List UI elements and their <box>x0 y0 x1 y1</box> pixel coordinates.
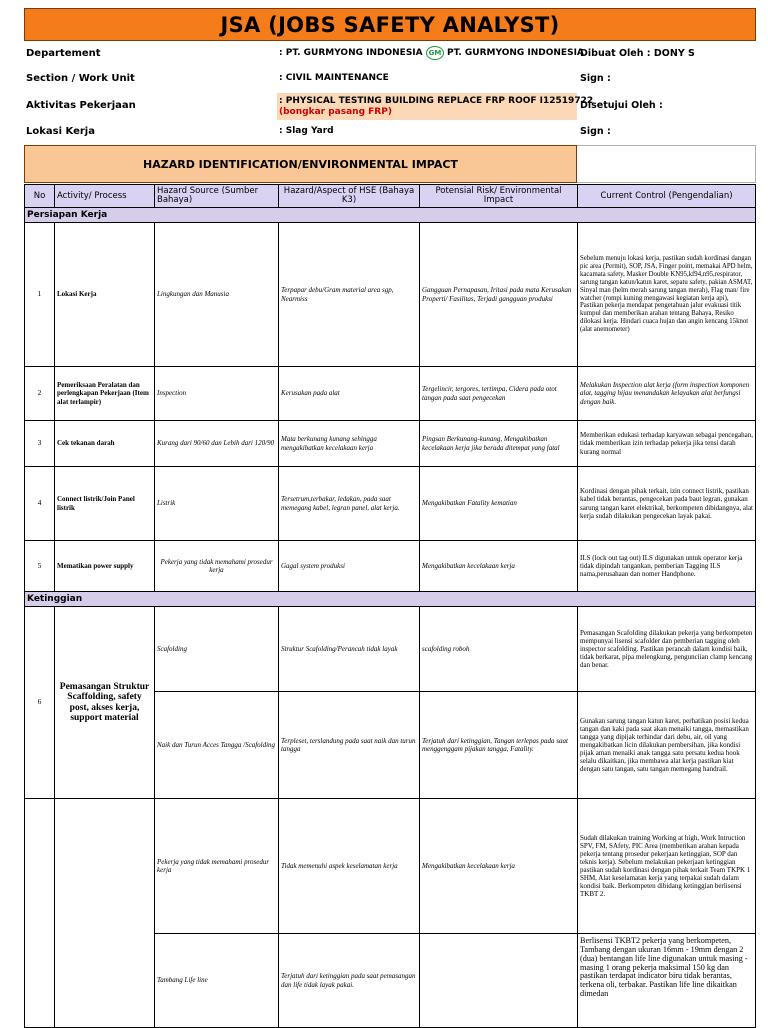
row-6a-hazard: Struktur Scafolding/Perancah tidak layak <box>278 606 420 692</box>
row-3-risk: Pingsan Berkunang-kunang, Mengakibatkan kecelakaan kerja jika berada ditempat yang fatal <box>419 420 578 467</box>
col-header-control: Current Control (Pengendalian) <box>577 184 756 208</box>
approved-by: Disetujui Oleh : <box>580 100 663 111</box>
row-1-source: Lingkungan dan Manusia <box>154 222 279 367</box>
row-5-activity: Mematikan power supply <box>54 540 155 592</box>
row-1-activity: Lokasi Kerja <box>54 222 155 367</box>
row-5-control: ILS (lock out tag out) ILS digunakan untuk operator kerja tidak dipindah tangankan, pemberian Tagging ILS nama,perusahaan dan nomer Handphone. <box>577 540 756 592</box>
row-4-no: 4 <box>24 466 55 541</box>
row-7b-risk <box>419 933 578 1028</box>
row-3-source: Kurang dari 90/60 dan Lebih dari 120/90 <box>154 420 279 467</box>
row-7b-source: Tambang Life line <box>154 933 279 1028</box>
section-label: Section / Work Unit <box>26 73 135 84</box>
hazard-band-blank <box>577 145 756 183</box>
sign-field-1: Sign : <box>580 73 611 84</box>
row-7b-control: Berlisensi TKBT2 pekerja yang berkompeten, Tambang dengan ukuran 16mm - 19mm dengan 2 (dua) bentangan life line digunakan untuk masing - masing 1 orang pekerja maksimal 150 kg dan pastikan terdapat indicator biru tidak berantas, terkena oli, terbakar. Pastikan life line dikaitkan dimedan <box>577 933 756 1028</box>
location-label: Lokasi Kerja <box>26 126 95 137</box>
department-value: : PT. GURMYONG INDONESIA <box>279 48 423 58</box>
row-1-hazard: Terpapar debu/Gram material area sgp, Nearmiss <box>278 222 420 367</box>
company-logo-icon: GM <box>426 46 444 60</box>
row-6b-control: Gunakan sarung tangan katun karet, perhatikan posisi kedua tangan dan kaki pada saat akan menaiki tangga, memastikan tangga yang dipijak terhindar dari debu, air, oil yang mengakibatkan licin dilakukan pembersihan, jika kondisi pijak aman menaiki anak tangga satu persatu kedua hook selalu dikaitkan, jika membawa alat kerja pastikan kiat dengan satu tangan, satu tangan memegang handrail. <box>577 691 756 799</box>
row-2-source: Inspection <box>154 366 279 421</box>
row-1-no: 1 <box>24 222 55 367</box>
made-by: Dibuat Oleh : DONY S <box>580 48 695 59</box>
row-5-no: 5 <box>24 540 55 592</box>
row-7-activity <box>54 798 155 1028</box>
row-2-control: Melakukan Inspection alat kerja (form inspection komponen alat, tagging hijau menandakan kelayakan alat berfungsi dengan baik. <box>577 366 756 421</box>
row-3-no: 3 <box>24 420 55 467</box>
activity-note: (bongkar pasang FRP) <box>279 107 392 117</box>
sign-field-2: Sign : <box>580 126 611 137</box>
location-value: : Slag Yard <box>279 126 334 136</box>
section-persiapan: Persiapan Kerja <box>24 207 756 223</box>
col-header-source: Hazard Source (Sumber Bahaya) <box>154 184 279 208</box>
section-ketinggian: Ketinggian <box>24 591 756 607</box>
row-7a-hazard: Tidak memenuhi aspek keselamatan kerja <box>278 798 420 934</box>
section-value: : CIVIL MAINTENANCE <box>279 73 389 83</box>
row-6-activity: Pemasangan Struktur Scaffolding, safety post, akses kerja, support material <box>54 606 155 799</box>
row-3-hazard: Mata berkunang kunang sehingga mengakibatkan kecelakaan kerja <box>278 420 420 467</box>
activity-label: Aktivitas Pekerjaan <box>26 100 136 111</box>
company-logo <box>426 46 584 60</box>
row-2-risk: Tergelincir, tergores, tertimpa, Cidera pada otot tangan pada saat pengecekan <box>419 366 578 421</box>
row-5-risk: Mengakibatkan kecelakaan kerja <box>419 540 578 592</box>
row-6-no: 6 <box>24 606 55 799</box>
row-7a-source: Pekerja yang tidak memahami prosedur kerja <box>154 798 279 934</box>
row-6b-risk: Terjatuh dari ketinggian, Tangan terlepas pada saat menggenggam pijakan tangga, Fatality. <box>419 691 578 799</box>
activity-value: : PHYSICAL TESTING BUILDING REPLACE FRP ROOF I12519722 <box>279 96 594 106</box>
row-7b-hazard: Terjatuh dari ketinggian pada saat pemasangan dan life tidak layak pakai. <box>278 933 420 1028</box>
row-4-hazard: Tersetrum,terbakar, ledakan, pada saat memegang kabel, legran panel, alat kerja. <box>278 466 420 541</box>
row-5-hazard: Gagal system produksi <box>278 540 420 592</box>
row-2-hazard: Kerusakan pada alat <box>278 366 420 421</box>
col-header-no: No <box>24 184 55 208</box>
row-1-risk: Gangguan Pernapasan, Iritasi pada mata Kerusakan Properti/ Fasilitas, Terjadi gangguan produksi <box>419 222 578 367</box>
row-7a-control: Sudah dilakukan training Working at high, Work Intruction SPV, FM, SAfety, PIC Area (memberikan arahan kepada pekerja tentang prosedur pekerjaan ketinggian, SOP dan teknis kerja). Sebelum melakukan pekerjaan ketinggian pastikan sudah kordinasi dengan pihak terkait Team TKPK 1 SHM, Alat keselamatan kerja yang terpakai sudah dalam kondisi baik. Berkompeten dibidang ketinggian berlisensi TKBT 2. <box>577 798 756 934</box>
col-header-hazard: Hazard/Aspect of HSE (Bahaya K3) <box>278 184 420 208</box>
row-2-activity: Pemeriksaan Peralatan dan perlengkapan Pekerjaan (Item alat terlampir) <box>54 366 155 421</box>
row-4-risk: Mengakibatkan Fatality kematian <box>419 466 578 541</box>
company-logo-text: PT. GURMYONG INDONESIA <box>447 48 584 58</box>
document-title: JSA (JOBS SAFETY ANALYST) <box>24 8 756 41</box>
row-4-activity: Connect listrik/Join Panel listrik <box>54 466 155 541</box>
row-3-control: Memberikan edukasi terhadap karyawan sebagai pencegahan, tidak memberikan izin terhadap pekerja jika tensi darah kurang normal <box>577 420 756 467</box>
department-label: Departement <box>26 48 101 59</box>
row-6b-hazard: Terpleset, terslandung pada saat naik dan turun tangga <box>278 691 420 799</box>
row-2-no: 2 <box>24 366 55 421</box>
col-header-risk: Potensial Risk/ Environmental Impact <box>419 184 578 208</box>
row-6a-risk: scafolding roboh <box>419 606 578 692</box>
row-4-source: Listrik <box>154 466 279 541</box>
col-header-activity: Activity/ Process <box>54 184 155 208</box>
row-3-activity: Cek tekanan darah <box>54 420 155 467</box>
row-7-no <box>24 798 55 1028</box>
row-6a-control: Pemasangan Scafolding dilakukan pekerja yang berkompeten mempunyai lisensi scafolder dan pemberian tagging oleh inspector scafolding. Pastikan perancah dalam kondisi baik, tidak berkarat, pipa melengkung, pengunciian clamp kencang dan benar. <box>577 606 756 692</box>
row-1-control: Sebelum menuju lokasi kerja, pastikan sudah kordinasi dangan pic area (Permit), SOP, JSA, Finger point, memakai APD helm, kacamata safety, Masker Double KN95,kf94,n95,respirator, sarung tangan katun/katun karet, sepatu safety, pakian ASMAT, Sinyal man (helm merah sarung tangan merah), Flag man/ fire watcher (rompi kuning mengawasi kegiatan kerja api), Pastikan pekerja mendapat pengetahuan jalur evakuasi titik kumpul dan memberikan arahan tentang Bahaya, Resiko dilokasi kerja. Hindari cuaca hujan dan angin kencang 15knot (alat anemometer) <box>577 222 756 367</box>
row-5-source: Pekerja yang tidak memahami prosedur kerja <box>154 540 279 592</box>
row-4-control: Kordinasi dengan pihak terkait, izin connect listrik, pastikan kabel tidak berantas, pengecekan pada baut legran, gunakan sarung tangan karet elektrikal, berkompeten dibidangnya, alat kerja sudah dilakukan pengecekan layak pakai. <box>577 466 756 541</box>
row-7a-risk: Mengakibatkan kecelakaan kerja <box>419 798 578 934</box>
row-6a-source: Scafolding <box>154 606 279 692</box>
row-6b-source: Naik dan Turun Acces Tangga /Scafolding <box>154 691 279 799</box>
hazard-title: HAZARD IDENTIFICATION/ENVIRONMENTAL IMPACT <box>24 145 577 183</box>
